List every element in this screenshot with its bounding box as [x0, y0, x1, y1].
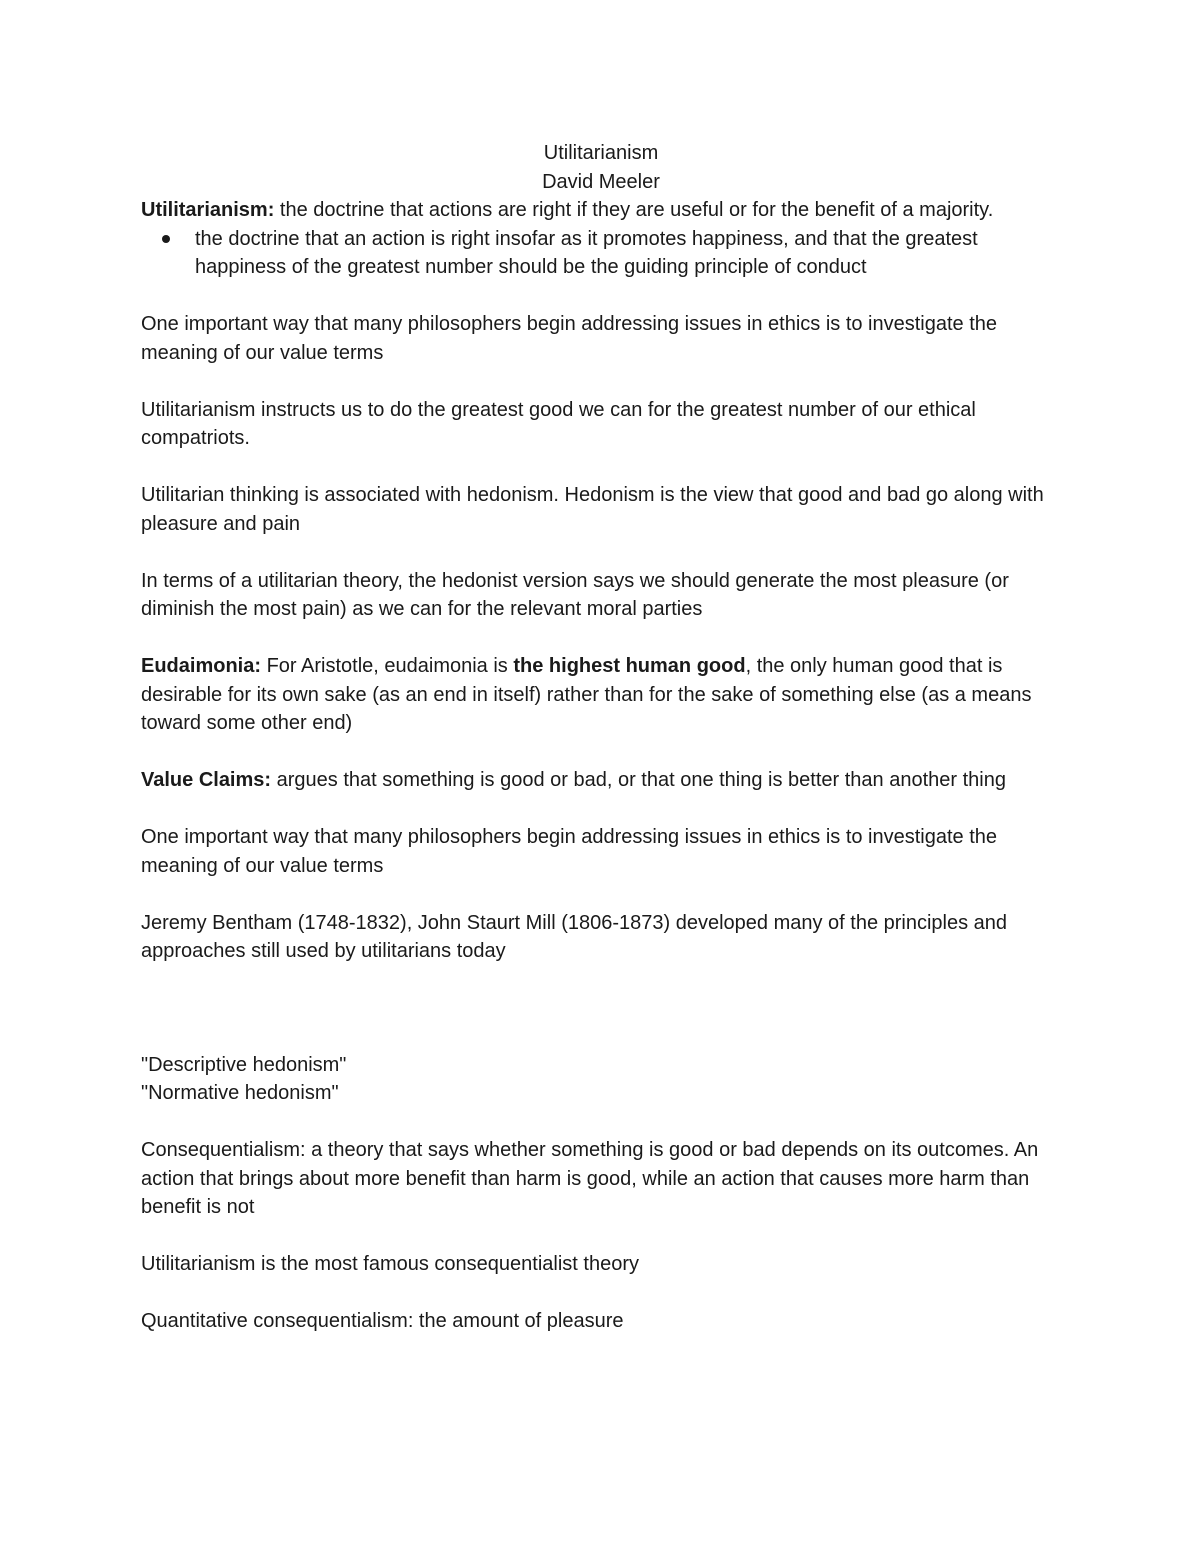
definition-term: Eudaimonia: [141, 655, 262, 677]
definition-bullet-list [141, 225, 1061, 282]
document-author: David Meeler [542, 170, 660, 193]
quote-descriptive-hedonism: "Descriptive hedonism" [141, 1053, 347, 1076]
paragraph-quantitative: Quantitative consequentialism: the amount of pleasure [141, 1310, 624, 1332]
paragraph-greatest-good: Utilitarianism instructs us to do the greatest good we can for the greatest number of our ethical compatriots. [141, 398, 976, 449]
emphasis-text: the highest human good [513, 655, 746, 677]
paragraph-value-terms-repeat: One important way that many philosophers begin addressing issues in ethics is to investigate the meaning of our value terms [141, 826, 998, 877]
definition-term: Utilitarianism: [141, 199, 275, 221]
definition-value-claims: Value Claims: argues that something is good or bad, or that one thing is better than another thing [141, 769, 1006, 791]
bullet-text: the doctrine that an action is right insofar as it promotes happiness, and that the greatest happiness of the greatest number should be the guiding principle of conduct [195, 227, 978, 278]
bullet-icon [162, 235, 170, 243]
quote-normative-hedonism: "Normative hedonism" [141, 1082, 339, 1104]
paragraph-bentham-mill: Jeremy Bentham (1748-1832), John Staurt Mill (1806-1873) developed many of the principles and approaches still used by utilitarians today [141, 911, 1008, 962]
paragraph-most-famous: Utilitarianism is the most famous consequentialist theory [141, 1253, 639, 1275]
definition-eudaimonia: Eudaimonia: For Aristotle, eudaimonia is the highest human good, the only human good that is desirable for its own sake (as an end in itself) rather than for the sake of something else (as a means toward some other end) [141, 655, 1032, 734]
paragraph-value-terms: One important way that many philosophers begin addressing issues in ethics is to investigate the meaning of our value terms [141, 313, 998, 364]
paragraph-hedonist-version: In terms of a utilitarian theory, the hedonist version says we should generate the most pleasure (or diminish the most pain) as we can for the relevant moral parties [141, 569, 1009, 620]
definition-term: Value Claims: [141, 769, 272, 791]
paragraph-hedonism: Utilitarian thinking is associated with hedonism. Hedonism is the view that good and bad go along with pleasure and pain [141, 484, 1044, 535]
definition-text: the doctrine that actions are right if they are useful or for the benefit of a majority. [274, 199, 994, 221]
paragraph-consequentialism: Consequentialism: a theory that says whether something is good or bad depends on its outcomes. An action that brings about more benefit than harm is good, while an action that causes more harm than benefit is not [141, 1139, 1039, 1218]
document-title: Utilitarianism [543, 142, 659, 164]
list-item [195, 225, 1061, 282]
document-page [141, 139, 1061, 1336]
definition-utilitarianism [141, 196, 1061, 225]
